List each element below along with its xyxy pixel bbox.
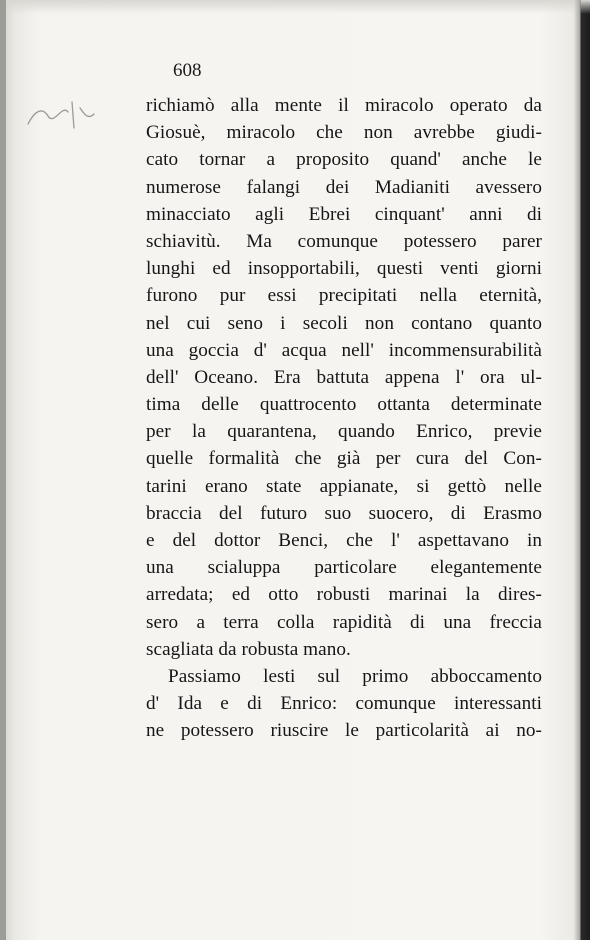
body-text: [146, 92, 542, 745]
binding-shadow: [574, 0, 581, 940]
text-line: minacciato agli Ebrei cinquant' anni di: [146, 203, 542, 225]
text-line: arredata; ed otto robusti marinai la dires-: [146, 584, 542, 606]
text-line: una goccia d' acqua nell' incommensurabilità: [146, 339, 542, 361]
text-line: furono pur essi precipitati nella eternità,: [146, 285, 542, 307]
page-left-edge: [0, 0, 6, 940]
text-line: per la quarantena, quando Enrico, previe: [146, 421, 542, 443]
text-line: ne potessero riuscire le particolarità ai no-: [146, 720, 542, 742]
text-line: quelle formalità che già per cura del Con-: [146, 448, 542, 470]
text-line: tima delle quattrocento ottanta determinate: [146, 394, 542, 416]
text-line: nel cui seno i secoli non contano quanto: [146, 312, 542, 334]
text-line: cato tornar a proposito quand' anche le: [146, 149, 542, 171]
handwritten-margin-mark: [22, 94, 102, 134]
text-line: numerose falangi dei Madianiti avessero: [146, 176, 542, 198]
text-line: d' Ida e di Enrico: comunque interessanti: [146, 693, 542, 715]
text-line: richiamò alla mente il miracolo operato da: [146, 95, 542, 116]
text-line: tarini erano state appianate, si gettò nelle: [146, 475, 542, 497]
text-line: Giosuè, miracolo che non avrebbe giudi-: [146, 122, 542, 144]
text-line: schiavitù. Ma comunque potessero parer: [146, 230, 542, 252]
text-line: sero a terra colla rapidità di una freccia: [146, 611, 542, 633]
text-line: lunghi ed insopportabili, questi venti giorni: [146, 258, 542, 280]
text-line: dell' Oceano. Era battuta appena l' ora ul-: [146, 366, 542, 388]
text-line: una scialuppa particolare elegantemente: [146, 557, 542, 579]
text-line: e del dottor Benci, che l' aspettavano in: [146, 530, 542, 551]
text-line: Passiamo lesti sul primo abboccamento: [168, 665, 542, 687]
text-line: braccia del futuro suo suocero, di Erasmo: [146, 502, 542, 524]
text-line: scagliata da robusta mano.: [146, 638, 351, 660]
page-top-edge: [0, 0, 590, 14]
page-number: 608: [173, 60, 202, 81]
